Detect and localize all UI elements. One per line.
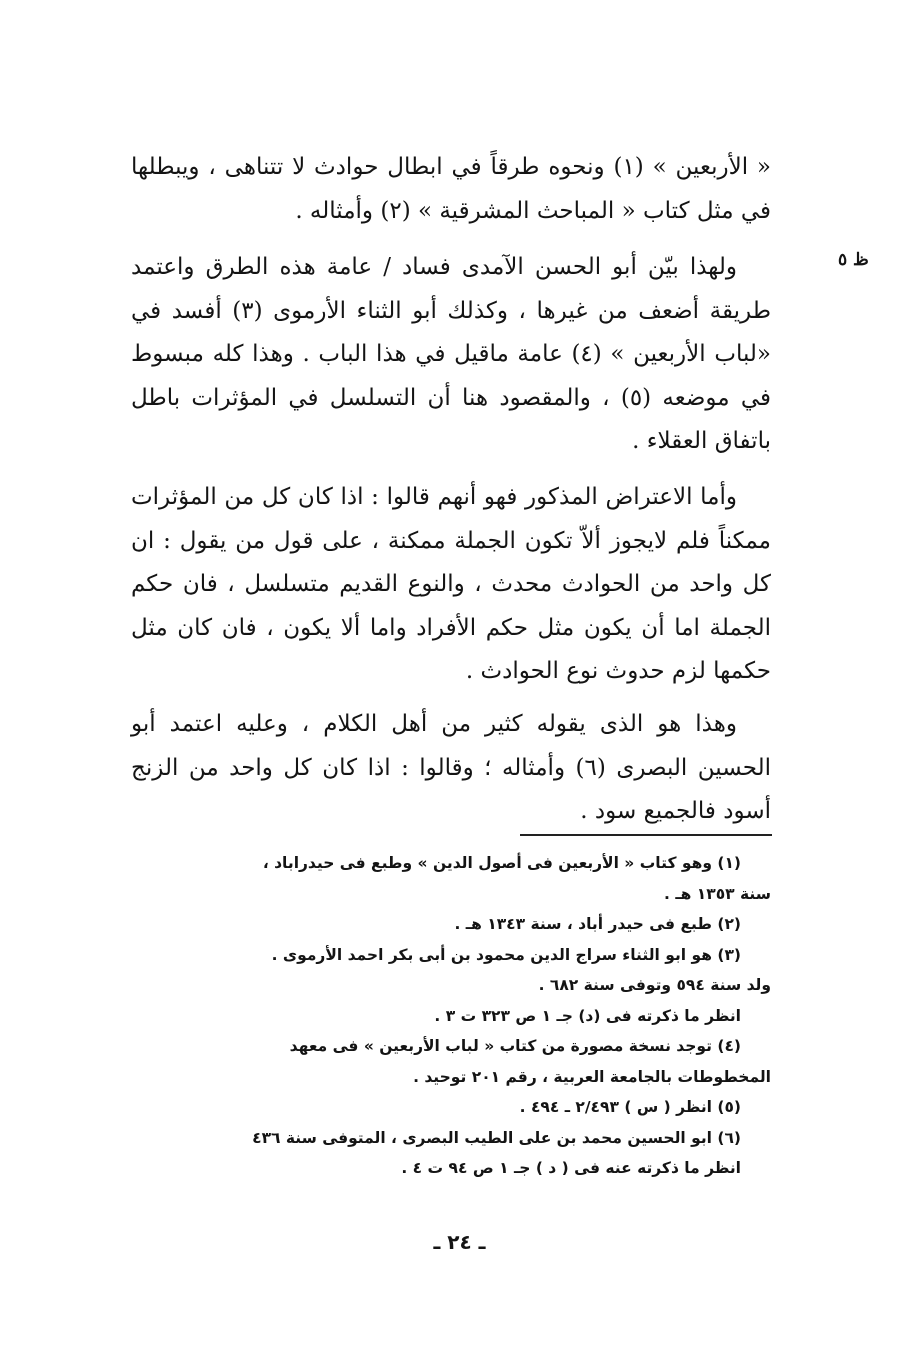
manuscript-folio-marker: ظ ٥ [838,250,869,270]
footnote-2: (٢) طبع فى حيدر أباد ، سنة ١٣٤٣ هـ . [454,915,741,933]
footnote-4-continuation: المخطوطات بالجامعة العربية ، رقم ٢٠١ توحيد . [413,1067,771,1086]
paragraph-objection: وأما الاعتراض المذكور فهو أنهم قالوا : اذا كان كل من المؤثرات ممكناً فلم لايجوز ألاّ تكون الجملة ممكنة ، على قول من يقول : ان كل واحد من الحوادث محدث ، والنوع القديم متسلسل ، فان حكم الجملة اما أن يكون مثل حكم الأفراد واما ألا يكون ، فان كان مثل حكمها لزم حدوث نوع الحوادث . [131,484,771,684]
footnote-6: (٦) ابو الحسين محمد بن على الطيب البصرى ، المتوفى سنة ٤٣٦ [252,1128,741,1147]
main-text-paragraph [131,703,771,834]
paragraph-continuation: « الأربعين » (١) ونحوه طرقاً في ابطال حوادث لا تتناهى ، ويبطلها في مثل كتاب « المباحث المشرقية » (٢) وأمثاله . [131,154,771,224]
footnote-1-line-1: (١) وهو كتاب « الأربعين فى أصول الدين » وطبع فى حيدراباد ، [262,854,741,872]
paragraph-amidi-urmawi: ولهذا بيّن أبو الحسن الآمدى فساد / عامة هذه الطرق واعتمد طريقة أضعف من غيرها ، وكذلك أبو الثناء الأرموى (٣) أفسد في «لباب الأربعين » (٤) عامة ماقيل في هذا الباب . وهذا كله مبسوط في موضعه (٥) ، والمقصود هنا أن التسلسل في المؤثرات باطل باتفاق العقلاء . [131,254,771,454]
footnotes [131,848,771,1184]
footnote-5: (٥) انظر ( س ) ٢/٤٩٣ ـ ٤٩٤ . [519,1098,741,1116]
footnote-3-reference: انظر ما ذكرته فى (د) جـ ١ ص ٣٢٣ ت ٣ . [434,1006,741,1025]
main-text-paragraph [131,476,771,694]
footnote-4: (٤) توجد نسخة مصورة من كتاب « لباب الأربعين » فى معهد [289,1037,741,1055]
paragraph-basri: وهذا هو الذى يقوله كثير من أهل الكلام ، وعليه اعتمد أبو الحسين البصرى (٦) وأمثاله ؛ وقالوا : اذا كان كل واحد من الزنج أسود فالجميع سود . [131,711,771,824]
main-text-paragraph [131,146,771,233]
footnote-1 [131,848,771,879]
footnote-1-continuation: سنة ١٣٥٣ هـ . [664,884,771,903]
footnote-3-continuation: ولد سنة ٥٩٤ وتوفى سنة ٦٨٢ . [538,976,771,994]
footnote-6-continuation: انظر ما ذكرته عنه فى ( د ) جـ ١ ص ٩٤ ت ٤ . [401,1159,741,1177]
footnote-separator [520,834,772,836]
footnote-3: (٣) هو ابو الثناء سراج الدين محمود بن أبى بكر احمد الأرموى . [271,945,741,964]
main-text-paragraph [131,246,771,464]
page-number: ـ ٢٤ ـ [433,1230,486,1254]
